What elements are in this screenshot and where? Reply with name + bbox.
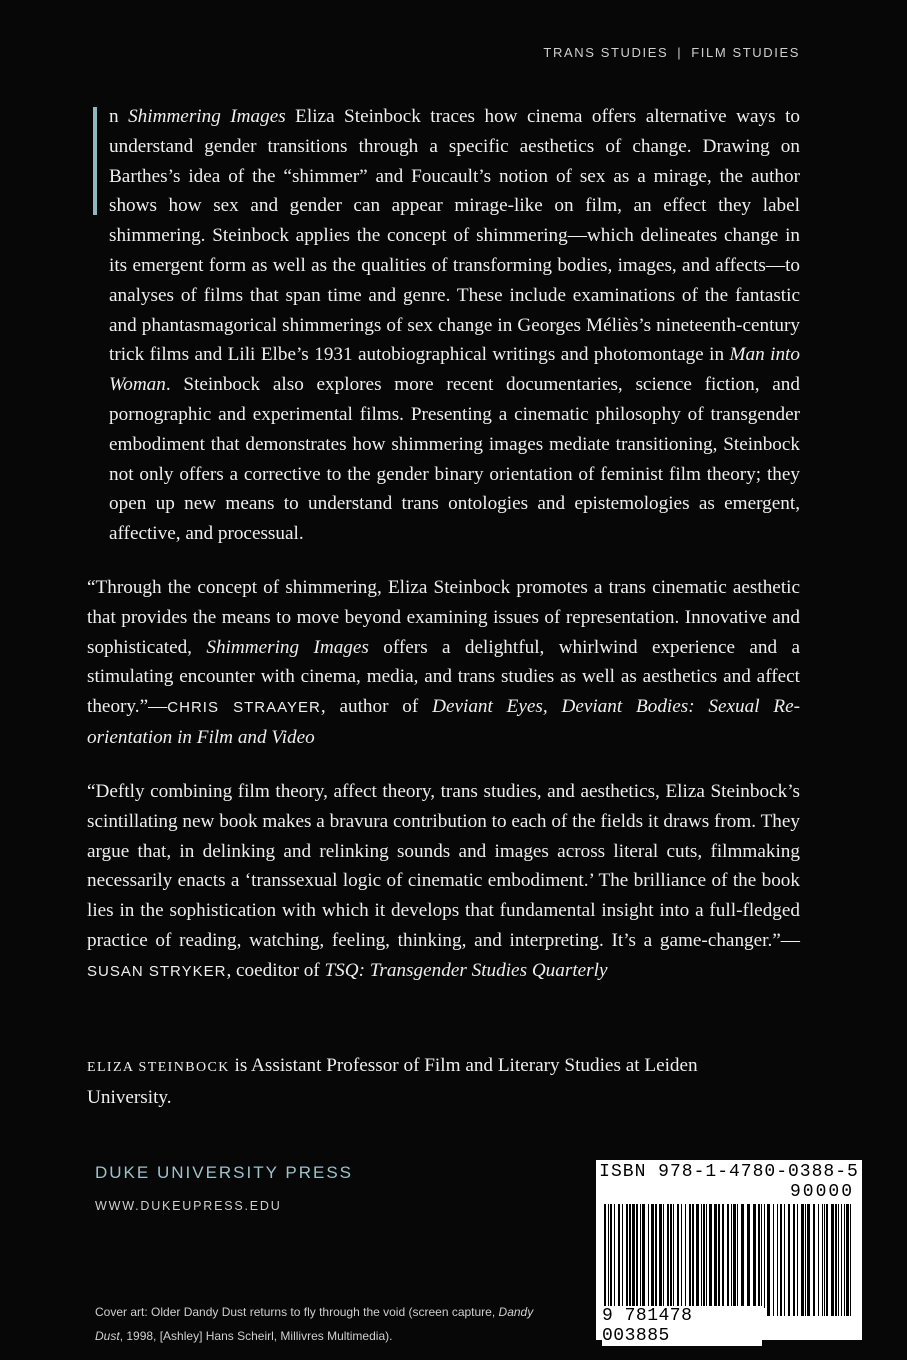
barcode-bar xyxy=(731,1204,732,1308)
barcode-bar xyxy=(793,1204,795,1316)
barcode-bar xyxy=(663,1204,664,1308)
ean-number: 9 781478 003885 xyxy=(602,1306,762,1346)
barcode-bar xyxy=(780,1204,782,1316)
blurb-text: , coeditor of xyxy=(226,959,325,981)
barcode-bar xyxy=(733,1204,736,1308)
barcode-bar xyxy=(677,1204,679,1308)
barcode-bar xyxy=(685,1204,686,1308)
barcode-bar xyxy=(835,1204,837,1316)
cover-art-credit xyxy=(95,1300,535,1348)
barcode-bar xyxy=(709,1204,712,1308)
barcode-bars xyxy=(604,1204,854,1316)
credit-film-title: Dandy Dust xyxy=(95,1305,534,1343)
description-text: Eliza Steinbock traces how cinema offers alternative ways to understand gender transitions through a specific aesthetics of change. Drawing on Barthes’s idea of the “shimmer” and Foucault’s notion of sex as a mirage, the author shows how sex and gender can appear mirage-like on film, an effect they label shimmering. Steinbock applies the concept of shimmering—which delineates change in its emergent form as well as the qualities of transforming bodies, images, and affects—to analyses of films that span time and genre. These include examinations of the fantastic and phantasmagorical shimmerings of sex change in Georges Méliès’s nineteenth-century trick films and Lili Elbe’s 1931 autobiographical writings and photomontage in xyxy=(109,106,801,366)
referenced-title-italic: Man into Woman xyxy=(109,344,800,396)
barcode-bar xyxy=(838,1204,839,1316)
barcode-bar xyxy=(784,1204,785,1316)
barcode-bar xyxy=(673,1204,674,1308)
subject-categories xyxy=(543,45,800,60)
price-addon-number: 90000 xyxy=(789,1182,854,1202)
barcode-bar xyxy=(604,1204,606,1308)
barcode-bar xyxy=(801,1204,804,1316)
barcode-bar xyxy=(805,1204,806,1316)
author-name: ELIZA STEINBOCK xyxy=(87,1060,230,1075)
blurb-author-journal: TSQ: Transgender Studies Quarterly xyxy=(324,959,608,981)
barcode-bar xyxy=(841,1204,842,1316)
barcode-bar xyxy=(626,1204,628,1308)
blurb-text: offers a delightful, whirlwind experience and a stimulating encounter with cinema, media, and trans studies as well as aesthetics and affect theory.”— xyxy=(87,636,801,718)
author-bio xyxy=(87,1051,727,1113)
barcode-bar xyxy=(727,1204,729,1308)
blurb-straayer xyxy=(87,573,800,753)
barcode-bar xyxy=(813,1204,815,1316)
book-title-italic: Shimmering Images xyxy=(128,106,286,127)
barcode-bar xyxy=(807,1204,810,1316)
blurb-stryker xyxy=(87,777,800,987)
barcode-bar xyxy=(850,1204,851,1316)
barcode-bar xyxy=(640,1204,641,1308)
barcode-bar xyxy=(737,1204,738,1308)
subject-trans-studies: TRANS STUDIES xyxy=(543,45,669,60)
barcode-bar xyxy=(764,1204,765,1308)
isbn-barcode xyxy=(596,1160,862,1346)
isbn-label: ISBN 978-1-4780-0388-5 xyxy=(599,1162,859,1182)
barcode-bar xyxy=(667,1204,669,1308)
barcode-bar xyxy=(761,1204,762,1308)
barcode-bar xyxy=(824,1204,825,1316)
barcode-bar xyxy=(701,1204,702,1308)
barcode-bar xyxy=(692,1204,694,1308)
barcode-bar xyxy=(714,1204,717,1308)
barcode-bar xyxy=(722,1204,724,1308)
barcode-bar xyxy=(788,1204,790,1316)
subject-separator: | xyxy=(677,45,683,60)
credit-text: Cover art: Older Dandy Dust returns to fly through the void (screen capture, xyxy=(95,1305,499,1319)
description-text: . Steinbock also explores more recent documentaries, science fiction, and pornographic and experimental films. Presenting a cinematic philosophy of transgender embodiment that demonstrates how shimmering images mediate transitioning, Steinbock not only offers a corrective to the gender binary orientation of feminist film theory; they open up new means to understand trans ontologies and epistemologies as emergent, affective, and processual. xyxy=(109,374,800,545)
barcode-bar xyxy=(636,1204,638,1308)
barcode-bar xyxy=(608,1204,609,1308)
barcode-bar xyxy=(629,1204,631,1308)
publisher-name: DUKE UNIVERSITY PRESS xyxy=(95,1163,354,1182)
blurb-text: , author of xyxy=(320,696,433,718)
credit-text: , 1998, [Ashley] Hans Scheirl, Millivres Multimedia). xyxy=(119,1329,393,1343)
barcode-bar xyxy=(655,1204,657,1308)
barcode-bar xyxy=(706,1204,707,1308)
blurb-author: SUSAN STRYKER xyxy=(87,962,227,980)
barcode-bar xyxy=(614,1204,615,1308)
barcode-bar xyxy=(758,1204,760,1308)
barcode-bar xyxy=(846,1204,849,1316)
barcode-bar xyxy=(747,1204,750,1308)
author-bio-text: is Assistant Professor of Film and Literary Studies at Leiden University. xyxy=(87,1055,698,1108)
barcode-bar xyxy=(696,1204,699,1308)
book-description xyxy=(87,102,800,549)
barcode-bar xyxy=(773,1204,774,1316)
barcode-bar xyxy=(844,1204,845,1316)
barcode-bar xyxy=(648,1204,649,1308)
barcode-bar xyxy=(689,1204,691,1308)
barcode-bar xyxy=(659,1204,662,1308)
barcode-bar xyxy=(753,1204,756,1308)
barcode-bar xyxy=(741,1204,744,1308)
barcode-bar xyxy=(797,1204,798,1316)
barcode-bar xyxy=(622,1204,623,1308)
blurb-text: “Through the concept of shimmering, Eliza Steinbock promotes a trans cinematic aesthetic that provides the means to move beyond examining issues of representation. Innovative and sophisticated, xyxy=(87,577,800,658)
barcode-bar xyxy=(632,1204,635,1308)
description-text: n xyxy=(109,106,129,127)
drop-cap-bar xyxy=(93,107,97,215)
barcode-bar xyxy=(718,1204,720,1308)
barcode-bar xyxy=(767,1204,770,1316)
subject-film-studies: FILM STUDIES xyxy=(691,45,800,60)
publisher-url: WWW.DUKEUPRESS.EDU xyxy=(95,1199,282,1213)
barcode-bar xyxy=(681,1204,682,1308)
book-title-italic: Shimmering Images xyxy=(206,636,369,658)
blurb-author-book: Deviant Eyes, Deviant Bodies: Sexual Re-orientation in Film and Video xyxy=(87,696,800,748)
blurb-text: “Deftly combining film theory, affect theory, trans studies, and aesthetics, Eliza Steinbock’s scintillating new book makes a bravura contribution to each of the fields it draws from. They argue that, in delinking and relinking sounds and images across literal cuts, filmmaking necessarily enacts a ‘transsexual logic of cinematic embodiment.’ The brilliance of the book lies in the sophistication with which it develops that fundamental insight into a full-fledged practice of reading, watching, feeling, thinking, and interpreting. It’s a game-changer.”— xyxy=(87,781,800,951)
barcode-bar xyxy=(610,1204,612,1308)
barcode-bar xyxy=(618,1204,620,1308)
barcode-bar xyxy=(670,1204,672,1308)
barcode-bar xyxy=(818,1204,819,1316)
barcode-bar xyxy=(651,1204,654,1308)
barcode-bar xyxy=(826,1204,828,1316)
barcode-bar xyxy=(831,1204,834,1316)
barcode-bar xyxy=(703,1204,705,1308)
blurb-author: CHRIS STRAAYER xyxy=(167,699,321,717)
barcode-bar xyxy=(642,1204,645,1308)
barcode-bar xyxy=(822,1204,823,1316)
barcode-bar xyxy=(777,1204,778,1316)
